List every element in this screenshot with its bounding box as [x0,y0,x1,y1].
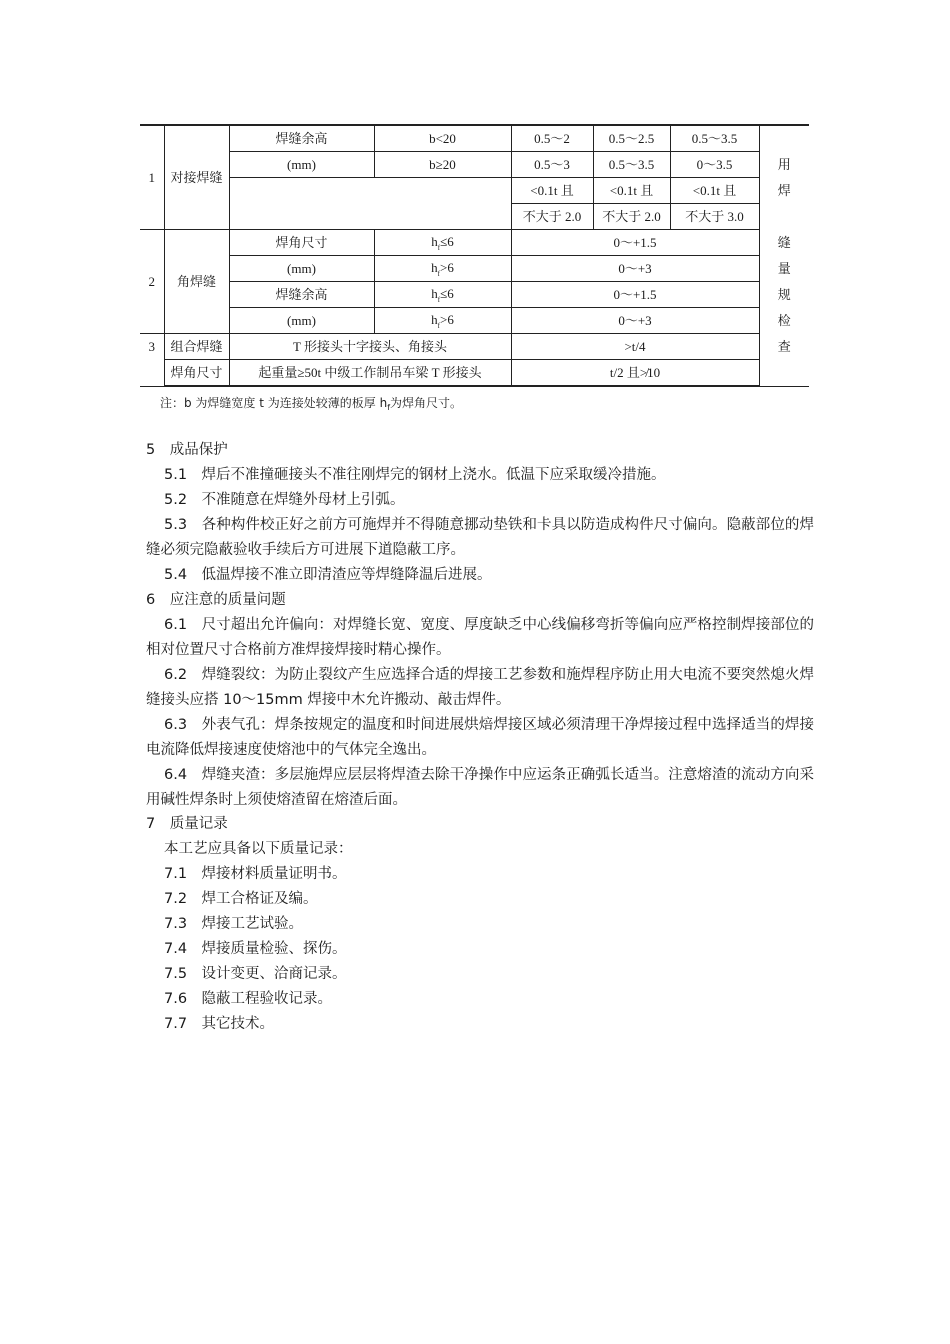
condition: 起重量≥50t 中级工作制吊车梁 T 形接头 [229,360,511,387]
item-label: 焊缝余高 [229,125,374,152]
value: 0.5～2 [511,125,593,152]
list-item: 7.1 焊接材料质量证明书。 [164,866,347,882]
weld-type: 焊角尺寸 [164,360,229,387]
paragraph: 5.1 焊后不准撞砸接头不准往刚焊完的钢材上浇水。低温下应采取缓冷措施。 [164,467,666,483]
paragraph: 5.4 低温焊接不准立即清渣应等焊缝降温后进展。 [164,567,492,583]
list-item: 7.6 隐蔽工程验收记录。 [164,991,333,1007]
paragraph: 6.4 焊缝夹渣：多层施焊应层层将焊渣去除干净操作中应运条正确弧长适当。注意熔渣的流动方向采用碱性焊条时上须使熔渣留在熔渣后面。 [146,767,814,808]
section-heading: 7 质量记录 [146,816,228,832]
value: 0～+3 [511,308,759,334]
value: 0～+1.5 [511,282,759,308]
row-number: 1 [140,125,164,230]
item-unit: (mm) [229,308,374,334]
paragraph: 5.3 各种构件校正好之前方可施焊并不得随意挪动垫铁和卡具以防造成构件尺寸偏向。隐蔽部位的焊缝必须完隐蔽验收手续后方可进展下道隐蔽工序。 [146,517,814,558]
list-item: 7.4 焊接质量检验、探伤。 [164,941,347,957]
table-row [140,125,809,152]
condition: $h_f\le 6$ [374,230,511,256]
list-item: 7.2 焊工合格证及编。 [164,891,318,907]
value: <0.1t 且 [670,178,759,204]
condition: T 形接头十字接头、角接头 [229,334,511,360]
condition: $h_f\le 6$ [374,282,511,308]
row-number: 2 [140,230,164,334]
empty-cell [229,178,511,230]
value: >t/4 [511,334,759,360]
value: t/2 且≯10 [511,360,759,387]
value: 不大于 2.0 [511,204,593,230]
condition: b≥20 [374,152,511,178]
section-6 [146,588,814,813]
condition: $h_f>6$ [374,256,511,282]
paragraph: 6.2 焊缝裂纹：为防止裂纹产生应选择合适的焊接工艺参数和施焊程序防止用大电流不要突然熄火焊缝接头应搭 10～15mm 焊接中木允许搬动、敲击焊件。 [146,667,814,708]
value: 0～+3 [511,256,759,282]
value: 0～3.5 [670,152,759,178]
value: 0.5～3.5 [670,125,759,152]
table-row [140,282,809,308]
paragraph: 5.2 不准随意在焊缝外母材上引弧。 [164,492,405,508]
value: 0.5～3.5 [593,152,670,178]
list-item: 7.5 设计变更、洽商记录。 [164,966,347,982]
value: <0.1t 且 [511,178,593,204]
list-item: 7.3 焊接工艺试验。 [164,916,304,932]
weld-tolerance-table [140,124,809,387]
table-note: 注：b 为焊缝宽度 t 为连接处较薄的板厚 $h_f$为焊角尺寸。 [160,396,463,412]
table-row [140,256,809,282]
item-unit: (mm) [229,256,374,282]
weld-type: 角焊缝 [164,230,229,334]
table-row [140,360,809,387]
value: 0～+1.5 [511,230,759,256]
row-number: 3 [140,334,164,387]
section-heading: 5 成品保护 [146,442,228,458]
weld-type: 对接焊缝 [164,125,229,230]
section-5 [146,438,814,588]
value: 不大于 2.0 [593,204,670,230]
section-7 [146,812,814,1037]
condition: b<20 [374,125,511,152]
section-heading: 6 应注意的质量问题 [146,592,286,608]
list-item: 7.7 其它技术。 [164,1016,275,1032]
item-label: 焊角尺寸 [229,230,374,256]
table-row [140,230,809,256]
table-row [140,334,809,360]
table-row [140,178,809,204]
item-label: 焊缝余高 [229,282,374,308]
value: <0.1t 且 [593,178,670,204]
inspection-method: 用 焊 缝 量 规 检 查 [759,125,809,386]
weld-type: 组合焊缝 [164,334,229,360]
value: 0.5～3 [511,152,593,178]
value: 不大于 3.0 [670,204,759,230]
value: 0.5～2.5 [593,125,670,152]
paragraph: 6.1 尺寸超出允许偏向：对焊缝长宽、宽度、厚度缺乏中心线偏移弯折等偏向应严格控制焊接部位的相对位置尺寸合格前方准焊接焊接时精心操作。 [146,617,814,658]
condition: $h_f>6$ [374,308,511,334]
table-row [140,308,809,334]
paragraph: 6.3 外表气孔：焊条按规定的温度和时间进展烘焙焊接区域必须清理干净焊接过程中选择适当的焊接电流降低焊接速度使熔池中的气体完全逸出。 [146,717,814,758]
paragraph: 本工艺应具备以下质量记录： [164,841,353,857]
table-row [140,152,809,178]
item-unit: (mm) [229,152,374,178]
